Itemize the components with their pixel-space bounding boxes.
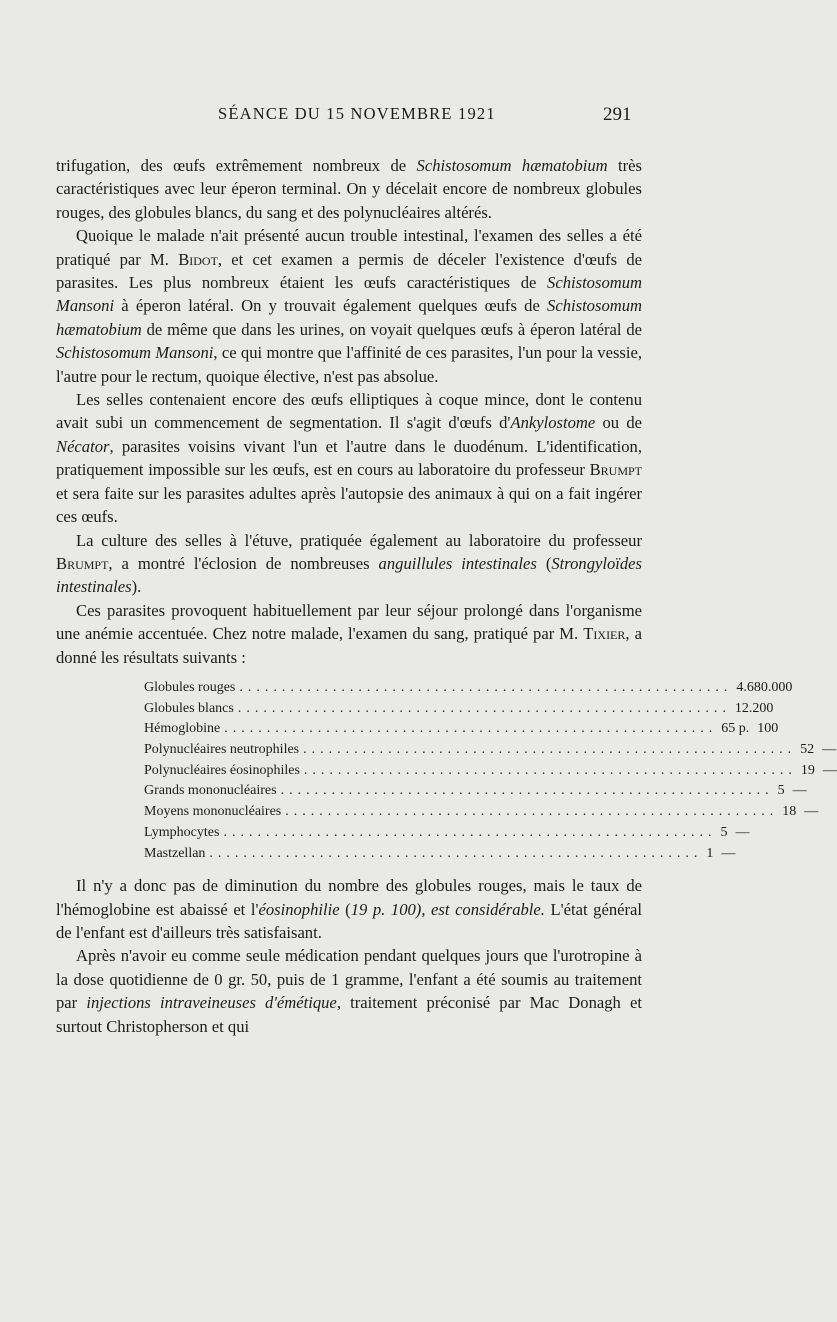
table-row: Grands mononucléaires .......................................................... 5 — (144, 781, 614, 802)
table-row: Globules rouges .......................................................... 4.680.000 (144, 678, 614, 699)
text-run: trifugation, des œufs extrêmement nombreux de (56, 156, 417, 175)
text-run: , ce qui montre que l'affinité de ces parasites, l'un pour la vessie, l'autre pour le rectum, quoique élective, n'est pas absolue. (56, 343, 642, 386)
table-row: Globules blancs .......................................................... 12.200 (144, 699, 614, 720)
row-unit: — (735, 824, 750, 840)
italic-term: Schistosomum hæmatobium (416, 156, 608, 175)
row-label: Mastzellan (144, 845, 206, 861)
blood-results-table (144, 678, 837, 864)
paragraph (56, 599, 642, 669)
italic-term: 19 p. 100), est considérable. (350, 899, 545, 919)
text-run: , et cet examen a permis de déceler l'existence d'œufs de parasites. Les plus nombreux étaient les œufs caractéristiques de (56, 249, 642, 293)
text-run: ou de (595, 413, 642, 433)
table-row: Hémoglobine .......................................................... 65 p. 100 (144, 719, 614, 740)
text-run: , traitement préconisé par Mac Donagh et surtout Christopherson et qui (56, 993, 642, 1036)
row-unit: — (804, 804, 819, 820)
author-name: Brumpt (589, 460, 642, 480)
text-run: ( (339, 899, 351, 919)
italic-term: injections intraveineuses d'émétique (86, 993, 337, 1013)
page-number: 291 (603, 104, 632, 125)
row-value: 5 (720, 824, 728, 840)
row-value: 5 (777, 783, 785, 799)
italic-term: anguillules intestinales (378, 553, 537, 573)
row-value: 4.680.000 (736, 679, 793, 695)
author-name: Bidot (178, 249, 218, 269)
paragraph (56, 874, 642, 944)
text-run: Il n'y a donc pas de diminution du nombre des globules rouges, mais le taux de l'hémoglobine est abaissé et l' (56, 876, 642, 919)
text-run: et sera faite sur les parasites adultes après l'autopsie des animaux à qui on a fait ingérer ces œufs. (56, 483, 642, 527)
row-label: Lymphocytes (144, 824, 220, 840)
table-row: Polynucléaires éosinophiles .......................................................... 19 — (144, 761, 614, 782)
table-row: Polynucléaires neutrophiles .......................................................... 52 — (144, 740, 614, 761)
text-run: La culture des selles à l'étuve, pratiquée également au laboratoire du professeur (76, 530, 642, 550)
text-run: Les selles contenaient encore des œufs elliptiques à coque mince, dont le contenu avait subi un commencement de segmentation. Il s'agit d'œufs d' (56, 390, 642, 433)
text-run: à éperon latéral. On y trouvait également quelques œufs de (114, 296, 548, 316)
table-row: Lymphocytes .......................................................... 5 — (144, 823, 614, 844)
row-unit: — (721, 845, 736, 861)
author-name: Tixier (583, 624, 626, 644)
text-run: ( (536, 553, 552, 573)
article-body (56, 154, 837, 1038)
running-title: SÉANCE DU 15 NOVEMBRE 1921 (218, 104, 496, 123)
row-label: Moyens mononucléaires (144, 804, 282, 820)
text-run: , a donné les résultats suivants : (56, 624, 642, 667)
italic-term: Nécator (56, 436, 110, 456)
italic-term: Ankylostome (510, 413, 596, 433)
row-value: 19 (800, 762, 815, 778)
paragraph (56, 944, 642, 1038)
italic-term: Schistosomum Mansoni (56, 273, 642, 316)
row-unit: — (822, 762, 837, 778)
text-run: de même que dans les urines, on voyait quelques œufs à éperon latéral de (141, 319, 642, 339)
row-label: Globules rouges (144, 679, 236, 695)
italic-term: éosinophilie (258, 899, 340, 919)
row-value: 1 (706, 845, 714, 861)
row-value: 12.200 (734, 700, 774, 716)
text-run: L'état général de l'enfant est d'ailleurs très satisfaisant. (56, 899, 642, 943)
paragraph (56, 529, 642, 599)
text-run: , a montré l'éclosion de nombreuses (108, 553, 379, 573)
text-run: Quoique le malade n'ait présenté aucun trouble intestinal, l'examen des selles a été pratiqué par M. (56, 226, 642, 269)
row-value: 52 (800, 742, 815, 758)
paragraph (56, 388, 642, 528)
text-run: ). (131, 577, 142, 597)
row-value: 18 (782, 804, 797, 820)
table-row: Moyens mononucléaires .......................................................... 18 — (144, 802, 614, 823)
italic-term: Strongyloïdes intestinales (56, 553, 643, 597)
text-run: Ces parasites provoquent habituellement par leur séjour prolongé dans l'organisme une anémie accentuée. Chez notre malade, l'examen du sang, pratiqué par M. (56, 600, 642, 644)
row-unit: — (822, 742, 837, 758)
row-unit: 100 (757, 721, 779, 737)
table-row: Mastzellan .......................................................... 1 — (144, 844, 614, 865)
row-label: Polynucléaires neutrophiles (144, 742, 300, 758)
text-run: Après n'avoir eu comme seule médication pendant quelques jours que l'urotropine à la dose quotidienne de 0 gr. 50, puis de 1 gramme, l'enfant a été soumis au traitement par (56, 946, 642, 1013)
paragraph (56, 224, 642, 388)
paragraph (56, 154, 642, 224)
italic-term: Schistosomum Mansoni (56, 343, 214, 363)
row-label: Polynucléaires éosinophiles (144, 762, 300, 778)
row-label: Hémoglobine (144, 721, 221, 737)
row-label: Globules blancs (144, 700, 234, 716)
text-run: , parasites voisins vivant l'un et l'autre dans le duodénum. L'identification, pratiquement impossible sur les œufs, est en cours au laboratoire du professeur (56, 436, 642, 480)
page-header (0, 104, 800, 134)
author-name: Brumpt (56, 553, 109, 573)
italic-term: Schistosomum hæmatobium (56, 296, 642, 339)
row-value: 65 p. (721, 721, 750, 737)
row-unit: — (792, 783, 807, 799)
text-run: très caractéristiques avec leur éperon terminal. On y décelait encore de nombreux globules rouges, des globules blancs, du sang et des polynucléaires altérés. (56, 156, 642, 222)
row-label: Grands mononucléaires (144, 783, 277, 799)
